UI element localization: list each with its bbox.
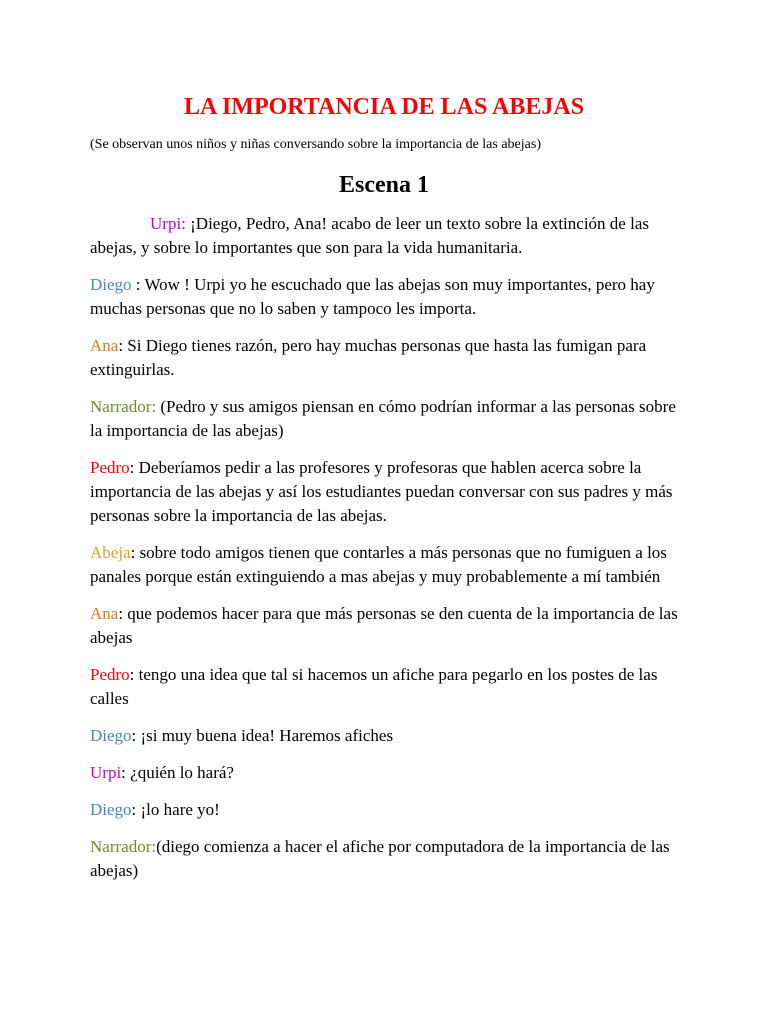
dialogue-line	[90, 395, 678, 443]
speaker-name: Ana	[90, 336, 119, 355]
speaker-name: Diego	[90, 800, 132, 819]
dialogue-text: ¡Diego, Pedro, Ana! acabo de leer un texto sobre la extinción de las abejas, y sobre lo importantes que son para la vida humanitaria.	[90, 214, 649, 257]
dialogue-line	[90, 798, 678, 822]
dialogue-text: : Wow ! Urpi yo he escuchado que las abejas son muy importantes, pero hay muchas personas que no lo saben y tampoco les importa.	[90, 275, 655, 318]
dialogue-text: : Si Diego tienes razón, pero hay muchas personas que hasta las fumigan para extinguirlas.	[90, 336, 647, 379]
dialogue-line	[90, 663, 678, 711]
dialogue-line	[90, 334, 678, 382]
speaker-name: Ana	[90, 604, 119, 623]
dialogue-text: : ¡si muy buena idea! Haremos afiches	[131, 726, 394, 745]
speaker-name: Pedro	[90, 665, 130, 684]
dialogue-list	[90, 212, 678, 896]
speaker-name: Urpi:	[150, 214, 186, 233]
speaker-name: Urpi	[90, 763, 122, 782]
dialogue-text: (Pedro y sus amigos piensan en cómo podrían informar a las personas sobre la importancia de las abejas)	[90, 397, 676, 440]
dialogue-text: : Deberíamos pedir a las profesores y profesoras que hablen acerca sobre la importancia de las abejas y así los estudiantes puedan conversar con sus padres y más personas sobre la importancia de las abejas.	[90, 458, 673, 525]
speaker-name: Narrador:	[90, 837, 157, 856]
dialogue-line	[90, 212, 678, 260]
stage-direction: (Se observan unos niños y niñas conversando sobre la importancia de las abejas)	[90, 137, 541, 152]
speaker-name: Diego	[90, 726, 132, 745]
dialogue-line	[90, 602, 678, 650]
document-title: LA IMPORTANCIA DE LAS ABEJAS	[183, 94, 585, 120]
dialogue-text: : tengo una idea que tal si hacemos un afiche para pegarlo en los postes de las calles	[90, 665, 658, 708]
dialogue-line	[90, 456, 678, 528]
dialogue-text: (diego comienza a hacer el afiche por computadora de la importancia de las abejas)	[90, 837, 670, 880]
speaker-name: Abeja	[90, 543, 131, 562]
dialogue-line	[90, 541, 678, 589]
dialogue-text: : que podemos hacer para que más personas se den cuenta de la importancia de las abejas	[90, 604, 678, 647]
dialogue-line	[90, 761, 678, 785]
dialogue-line	[90, 273, 678, 321]
scene-heading: Escena 1	[339, 172, 429, 198]
dialogue-line	[90, 835, 678, 883]
dialogue-text: : ¿quién lo hará?	[121, 763, 234, 782]
dialogue-text: : ¡lo hare yo!	[131, 800, 220, 819]
speaker-name: Diego	[90, 275, 132, 294]
dialogue-text: : sobre todo amigos tienen que contarles a más personas que no fumiguen a los panales porque están extinguiendo a mas abejas y muy probablemente a mí también	[90, 543, 667, 586]
speaker-name: Pedro	[90, 458, 130, 477]
dialogue-line	[90, 724, 678, 748]
speaker-name: Narrador:	[90, 397, 157, 416]
